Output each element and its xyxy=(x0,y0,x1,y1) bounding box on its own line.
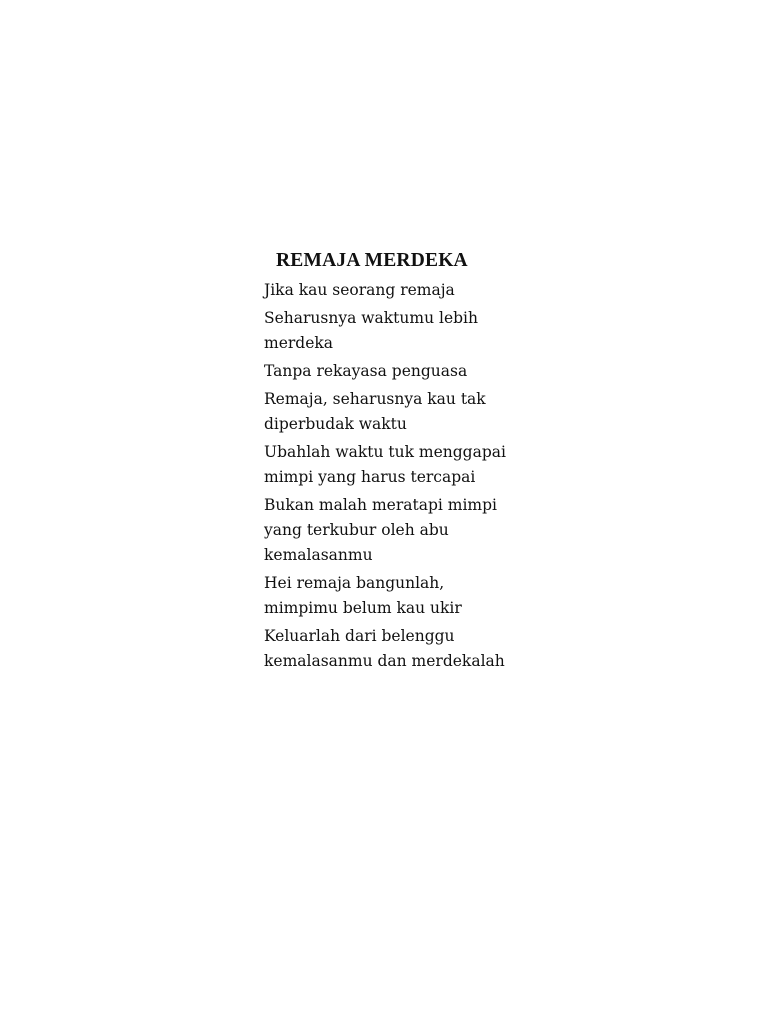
poem xyxy=(264,248,509,677)
poem-line: Hei remaja bangunlah, mimpimu belum kau ukir xyxy=(264,574,462,617)
poem-title: REMAJA MERDEKA xyxy=(276,250,468,271)
poem-line: Ubahlah waktu tuk menggapai mimpi yang harus tercapai xyxy=(264,443,506,486)
poem-line: Keluarlah dari belenggu kemalasanmu dan merdekalah xyxy=(264,627,505,670)
poem-line: Remaja, seharusnya kau tak diperbudak waktu xyxy=(264,390,486,433)
poem-line: Bukan malah meratapi mimpi yang terkubur oleh abu kemalasanmu xyxy=(264,496,497,564)
poem-line: Tanpa rekayasa penguasa xyxy=(264,362,468,380)
poem-line: Seharusnya waktumu lebih merdeka xyxy=(264,309,478,352)
poem-line: Jika kau seorang remaja xyxy=(264,281,455,299)
